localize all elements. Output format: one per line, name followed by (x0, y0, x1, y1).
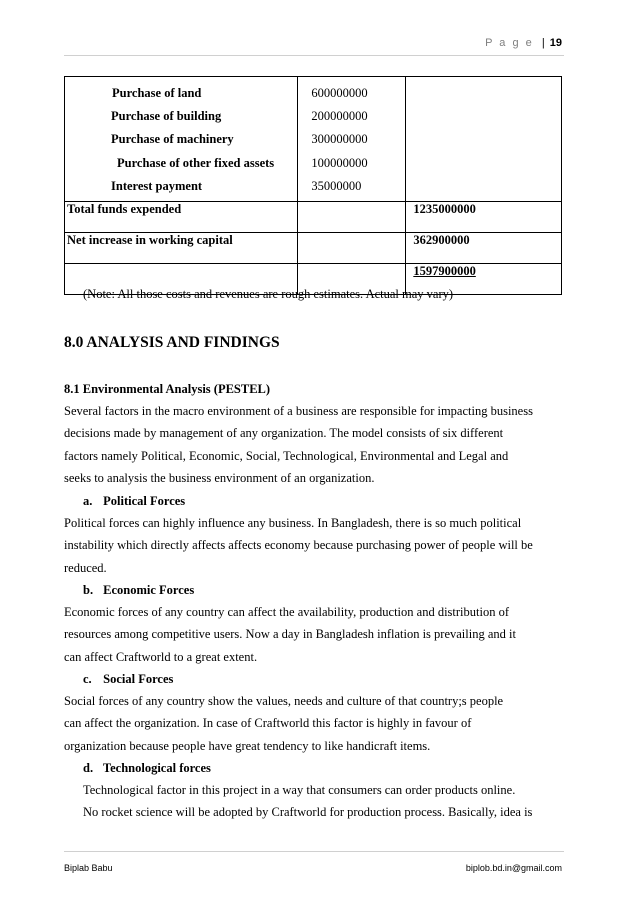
purchase-amount: 200000000 (311, 109, 368, 124)
table-row (65, 233, 562, 264)
paragraph-line: reduced. (64, 560, 107, 575)
total-funds-value: 1235000000 (406, 202, 562, 233)
purchase-amount: 35000000 (311, 178, 362, 193)
empty-cell (406, 77, 562, 202)
net-increase-value: 362900000 (406, 233, 562, 264)
paragraph-line: Technological factor in this project in a way that consumers can order products online. (83, 783, 516, 797)
political-forces-paragraph (64, 512, 562, 579)
force-title: Social Forces (103, 672, 174, 686)
net-increase-label: Net increase in working capital (65, 233, 298, 264)
purchase-amount: 300000000 (311, 132, 368, 147)
paragraph-line: decisions made by management of any organization. The model consists of six different (64, 426, 504, 441)
paragraph-line: Social forces of any country show the values, needs and culture of that country;s people (64, 694, 504, 708)
header-rule (64, 55, 564, 56)
empty-cell (298, 233, 406, 264)
list-marker: b. (83, 583, 94, 597)
technological-forces-heading (83, 761, 211, 776)
purchase-label: Purchase of building (111, 109, 222, 124)
list-marker: d. (83, 761, 94, 775)
section-heading: 8.0 ANALYSIS AND FINDINGS (64, 334, 280, 351)
total-funds-label: Total funds expended (65, 202, 298, 233)
social-forces-heading (83, 672, 173, 687)
subsection-heading: 8.1 Environmental Analysis (PESTEL) (64, 382, 271, 396)
purchase-label: Purchase of land (112, 86, 202, 100)
paragraph-line: Economic forces of any country can affect the availability, production and distribution of (64, 605, 509, 619)
economic-forces-paragraph (64, 601, 562, 668)
purchase-amount: 600000000 (311, 86, 368, 100)
estimate-note: (Note: All those costs and revenues are rough estimates. Actual may vary) (83, 287, 454, 301)
economic-forces-heading (83, 583, 194, 598)
footer-email: biplob.bd.in@gmail.com (465, 863, 562, 873)
force-title: Political Forces (103, 494, 186, 508)
purchase-amount: 100000000 (311, 155, 368, 170)
paragraph-line: instability which directly affects affects economy because purchasing power of people will be (64, 538, 533, 553)
page-number: 19 (549, 37, 562, 49)
table-row (65, 77, 562, 202)
list-marker: c. (83, 672, 92, 686)
page-label: P a g e (485, 37, 534, 49)
page-header (485, 37, 562, 49)
grand-total-value: 1597900000 (406, 264, 562, 295)
intro-paragraph (64, 400, 562, 489)
paragraph-line: can affect Craftworld to a great extent. (64, 649, 258, 664)
paragraph-line: Political forces can highly influence any business. In Bangladesh, there is so much political (64, 516, 522, 530)
paragraph-line: organization because people have great tendency to like handicraft items. (64, 738, 431, 753)
force-title: Economic Forces (103, 583, 195, 597)
paragraph-line: No rocket science will be adopted by Craftworld for production process. Basically, idea is (83, 805, 533, 820)
paragraph-line: resources among competitive users. Now a day in Bangladesh inflation is prevailing and it (64, 627, 516, 642)
technological-forces-paragraph (83, 779, 562, 824)
page-separator: | (541, 37, 545, 49)
paragraph-line: factors namely Political, Economic, Social, Technological, Environmental and Legal and (64, 448, 509, 463)
paragraph-line: Several factors in the macro environment of a business are responsible for impacting business (64, 404, 533, 418)
paragraph-line: seeks to analysis the business environment of an organization. (64, 470, 375, 485)
table-row (65, 202, 562, 233)
social-forces-paragraph (64, 690, 562, 757)
footer-rule (64, 851, 564, 852)
purchase-amounts-cell (298, 77, 406, 202)
force-title: Technological forces (102, 761, 211, 775)
list-marker: a. (83, 494, 93, 508)
footer-author: Biplab Babu (64, 863, 113, 873)
purchase-labels-cell (65, 77, 298, 202)
purchase-label: Interest payment (111, 178, 203, 193)
purchase-label: Purchase of other fixed assets (117, 155, 275, 170)
empty-cell (298, 202, 406, 233)
political-forces-heading (83, 494, 185, 509)
purchase-label: Purchase of machinery (111, 132, 234, 147)
funds-table (64, 76, 562, 295)
paragraph-line: can affect the organization. In case of Craftworld this factor is highly in favour of (64, 716, 472, 731)
